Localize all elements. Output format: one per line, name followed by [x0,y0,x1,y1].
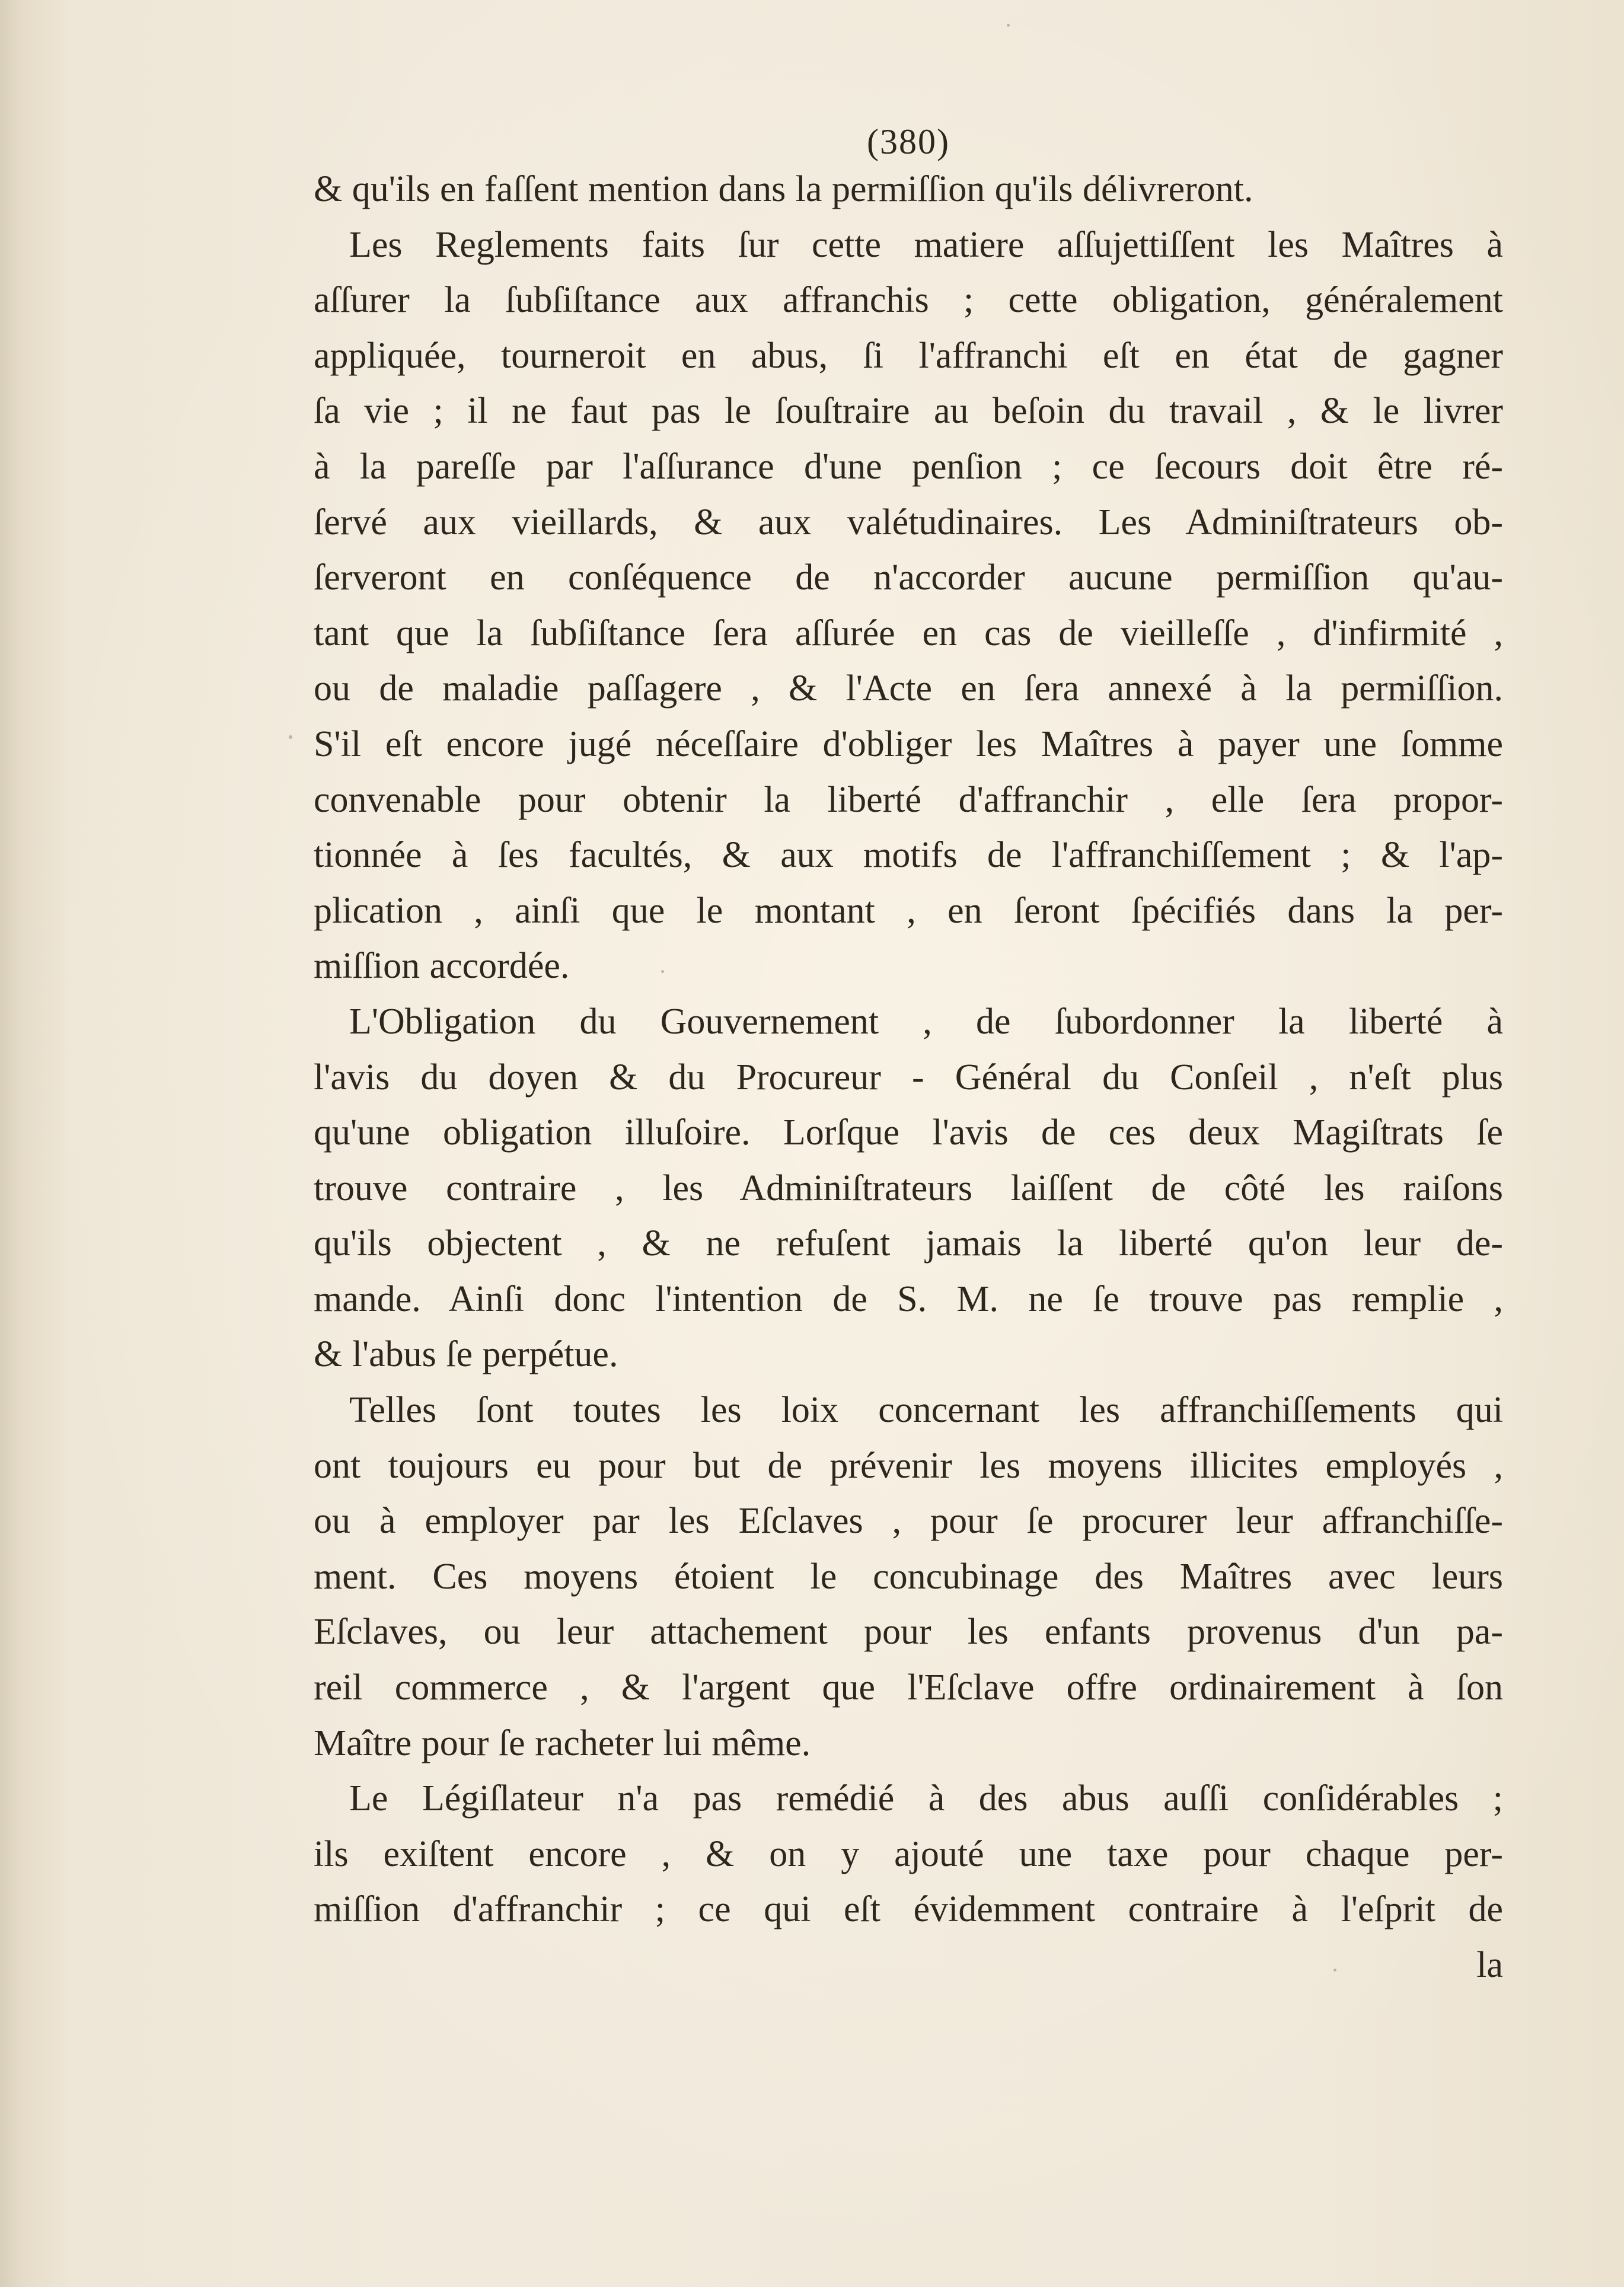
catchword: la [1476,1945,1503,1985]
text-line: S'il eſt encore jugé néceſſaire d'obliger les Maîtres à payer une ſomme [314,723,1503,764]
text-line: ſa vie ; il ne faut pas le ſouſtraire au beſoin du travail , & le livrer [314,391,1503,432]
text-line: l'avis du doyen & du Procureur - Général du Conſeil , n'eſt plus [314,1057,1503,1098]
text-line: miſſion d'affranchir ; ce qui eſt évidemment contraire à l'eſprit de [314,1889,1503,1930]
text-line: appliquée, tourneroit en abus, ſi l'affranchi eſt en état de gagner [314,335,1503,376]
paper-speck [661,970,664,973]
paragraph [314,1383,1503,1771]
paragraph [314,162,1503,218]
text-line: qu'une obligation illuſoire. Lorſque l'avis de ces deux Magiſtrats ſe [314,1112,1503,1153]
text-line: Le Légiſlateur n'a pas remédié à des abus auſſi conſidérables ; [349,1778,1503,1819]
text-line: miſſion accordée. [314,946,570,987]
paragraph [314,994,1503,1383]
text-line: & l'abus ſe perpétue. [314,1334,618,1375]
page-number: (380) [867,122,950,161]
text-line: à la pareſſe par l'aſſurance d'une penſion ; ce ſecours doit être ré- [314,446,1503,487]
paper-speck [1007,24,1010,27]
text-line: & qu'ils en faſſent mention dans la permiſſion qu'ils délivreront. [314,169,1253,209]
text-line: ment. Ces moyens étoient le concubinage des Maîtres avec leurs [314,1556,1503,1597]
text-block [314,162,1503,1993]
text-line: Telles ſont toutes les loix concernant les affranchiſſements qui [349,1390,1503,1431]
text-line: ſerveront en conſéquence de n'accorder aucune permiſſion qu'au- [314,557,1503,598]
text-line: Maître pour ſe racheter lui même. [314,1723,811,1763]
text-line: aſſurer la ſubſiſtance aux affranchis ; cette obligation, généralement [314,280,1503,321]
text-line: ſervé aux vieillards, & aux valétudinaires. Les Adminiſtrateurs ob- [314,502,1503,543]
text-line: ont toujours eu pour but de prévenir les moyens illicites employés , [314,1445,1503,1486]
paper-speck [289,735,292,739]
text-line: tionnée à ſes facultés, & aux motifs de l'affranchiſſement ; & l'ap- [314,835,1503,876]
text-line: trouve contraire , les Adminiſtrateurs laiſſent de côté les raiſons [314,1168,1503,1208]
text-line: qu'ils objectent , & ne refuſent jamais la liberté qu'on leur de- [314,1223,1503,1264]
text-line: ils exiſtent encore , & on y ajouté une taxe pour chaque per- [314,1833,1503,1874]
text-line: L'Obligation du Gouvernement , de ſubordonner la liberté à [349,1001,1503,1042]
text-line: convenable pour obtenir la liberté d'affranchir , elle ſera propor- [314,779,1503,820]
text-line: plication , ainſi que le montant , en ſeront ſpécifiés dans la per- [314,890,1503,931]
paragraph [314,218,1503,994]
text-line: ou à employer par les Eſclaves , pour ſe procurer leur affranchiſſe- [314,1501,1503,1542]
text-line: Eſclaves, ou leur attachement pour les enfants provenus d'un pa- [314,1612,1503,1653]
text-line: tant que la ſubſiſtance ſera aſſurée en cas de vieilleſſe , d'infirmité , [314,613,1503,653]
text-line: ou de maladie paſſagere , & l'Acte en ſera annexé à la permiſſion. [314,668,1503,709]
text-line: mande. Ainſi donc l'intention de S. M. ne ſe trouve pas remplie , [314,1278,1503,1319]
paragraph [314,1771,1503,1938]
text-line: reil commerce , & l'argent que l'Eſclave offre ordinairement à ſon [314,1667,1503,1708]
paper-speck [1333,1969,1336,1972]
text-line: Les Reglements faits ſur cette matiere aſſujettiſſent les Maîtres à [349,224,1503,265]
